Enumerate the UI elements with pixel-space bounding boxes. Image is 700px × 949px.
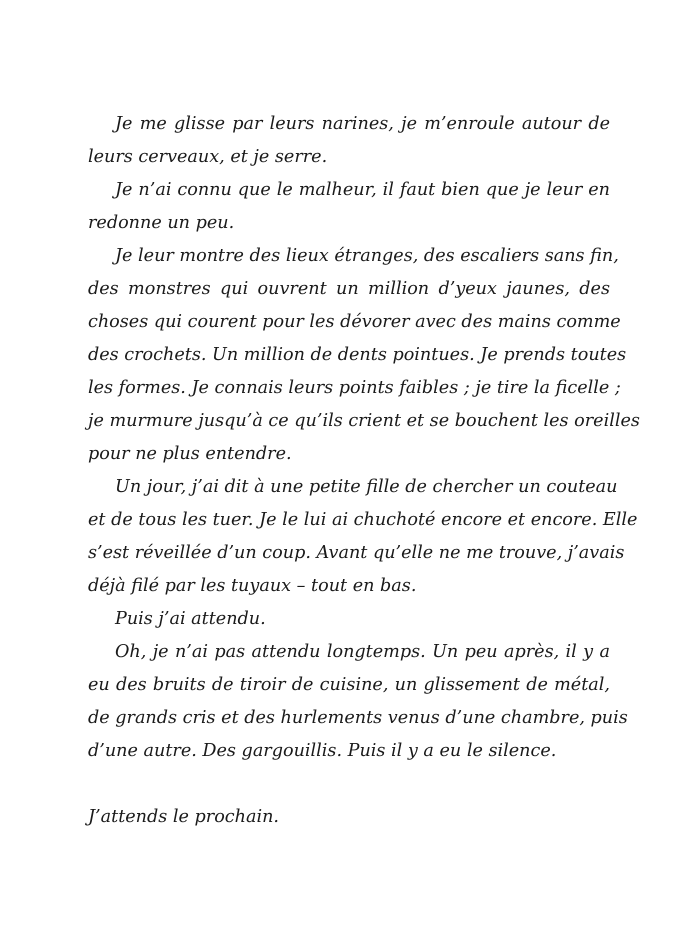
text-line: Oh, je n’ai pas attendu longtemps. Un peu après, il y a bbox=[115, 642, 610, 662]
closing-paragraph bbox=[88, 801, 610, 834]
text-line: et de tous les tuer. Je le lui ai chuchoté encore et encore. Elle bbox=[88, 510, 638, 530]
paragraph bbox=[88, 108, 610, 174]
paragraph bbox=[88, 174, 610, 240]
paragraph bbox=[88, 471, 638, 603]
text-line: des crochets. Un million de dents pointues. Je prends toutes bbox=[88, 345, 627, 365]
text-line: des monstres qui ouvrent un million d’yeux jaunes, des bbox=[88, 279, 610, 299]
text-line: eu des bruits de tiroir de cuisine, un glissement de métal, bbox=[88, 675, 610, 695]
text-line: d’une autre. Des gargouillis. Puis il y a eu le silence. bbox=[88, 741, 557, 761]
closing-line: J’attends le prochain. bbox=[88, 807, 280, 827]
text-line: redonne un peu. bbox=[88, 213, 235, 233]
text-line: je murmure jusqu’à ce qu’ils crient et se bouchent les oreilles bbox=[88, 411, 640, 431]
paragraph bbox=[88, 240, 640, 471]
text-line: de grands cris et des hurlements venus d’une chambre, puis bbox=[88, 708, 628, 728]
paragraph bbox=[88, 603, 610, 636]
section-gap bbox=[88, 768, 610, 801]
text-line: pour ne plus entendre. bbox=[88, 444, 292, 464]
text-line: leurs cerveaux, et je serre. bbox=[88, 147, 328, 167]
text-line: s’est réveillée d’un coup. Avant qu’elle ne me trouve, j’avais bbox=[88, 543, 625, 563]
text-line: Puis j’ai attendu. bbox=[115, 609, 266, 629]
text-line: déjà filé par les tuyaux – tout en bas. bbox=[88, 576, 417, 596]
text-line: Je leur montre des lieux étranges, des escaliers sans fin, bbox=[115, 246, 619, 266]
book-page bbox=[88, 108, 640, 834]
text-line: Je me glisse par leurs narines, je m’enroule autour de bbox=[115, 114, 610, 134]
text-line: Je n’ai connu que le malheur, il faut bien que je leur en bbox=[115, 180, 610, 200]
text-line: les formes. Je connais leurs points faibles ; je tire la ficelle ; bbox=[88, 378, 621, 398]
paragraph bbox=[88, 636, 628, 768]
text-line: choses qui courent pour les dévorer avec des mains comme bbox=[88, 312, 621, 332]
text-line: Un jour, j’ai dit à une petite fille de chercher un couteau bbox=[115, 477, 618, 497]
